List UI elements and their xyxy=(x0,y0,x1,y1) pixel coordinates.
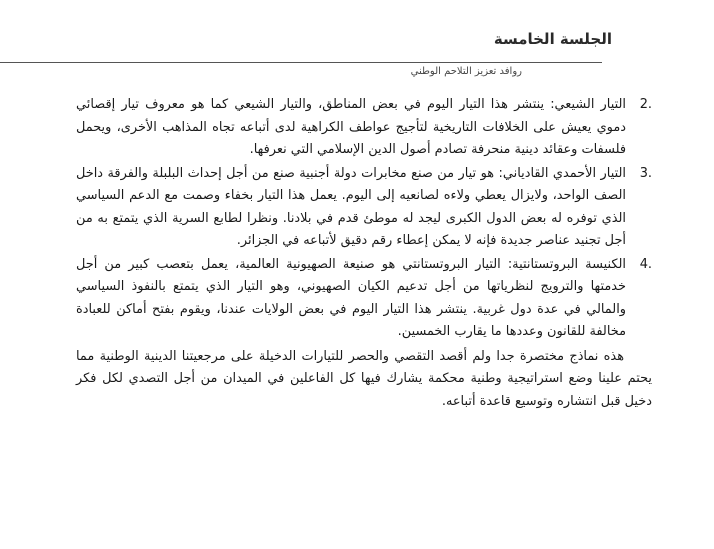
header-divider xyxy=(0,62,602,63)
list-item-number: 3. xyxy=(639,165,652,181)
list-item-3 xyxy=(76,163,652,253)
page-header xyxy=(0,18,714,88)
list-item-4 xyxy=(76,254,652,344)
list-item-number: 4. xyxy=(639,256,652,272)
list-item-number: 2. xyxy=(639,97,652,112)
conclusion-paragraph: هذه نماذج مختصرة جدا ولم أقصد التقصي والحصر للتيارات الدخيلة على مرجعيتنا الدينية الوطنية مما يحتم علينا وضع استراتيجية وطنية محكمة يشارك فيها كل الفاعلين في الميدان من أجل التصدي لكل فكر دخيل قبل انتشاره وتوسيع قاعدة أتباعه. xyxy=(76,348,652,409)
list-item-2 xyxy=(76,94,652,162)
list-item-text: التيار الشيعي: ينتشر هذا التيار اليوم في بعض المناطق، والتيار الشيعي كما هو معروف تيار إقصائي دموي يعيش على الخلافات التاريخية لتأجيج عواطف الكراهية لدى أتباعه تجاه المذاهب الأخرى، ويحمل فلسفات وعقائد دينية منحرفة تصادم أصول الدين الإسلامي التي نعرفها. xyxy=(76,97,626,157)
list-item-text: الكنيسة البروتستانتية: التيار البروتستانتي هو صنيعة الصهيونية العالمية، يعمل بتعصب كبير من أجل خدمتها والترويج لنظرياتها من أجل تدعيم الكيان الصهيوني، وهو التيار الذي يتمتع بالنفوذ السياسي والمالي في عدة دول غربية. ينتشر هذا التيار اليوم في بعض الولايات عندنا، ويقوم بفتح أماكن للعبادة مخالفة للقانون وعددها ما يقارب الخمسين. xyxy=(76,256,626,339)
document-body xyxy=(76,94,652,413)
section-subtitle: روافد تعزيز التلاحم الوطني xyxy=(410,66,522,77)
session-title: الجلسة الخامسة xyxy=(493,30,612,48)
list-item-text: التيار الأحمدي القادياني: هو تيار من صنع مخابرات دولة أجنبية صنع من أجل إحداث البلبلة والفرقة داخل الصف الواحد، ولايزال يعطي ولاءه لصانعيه إلى اليوم. يعمل هذا التيار بخفاء وصمت مع الدعم السياسي الذي توفره له بعض الدول الكبرى ليجد له موطئ قدم في بلادنا. ونظرا لطابع السرية الذي يتمتع به من أجل تجنيد عناصر جديدة فإنه لا يمكن إعطاء رقم دقيق لأتباعه في الجزائر. xyxy=(76,165,626,248)
